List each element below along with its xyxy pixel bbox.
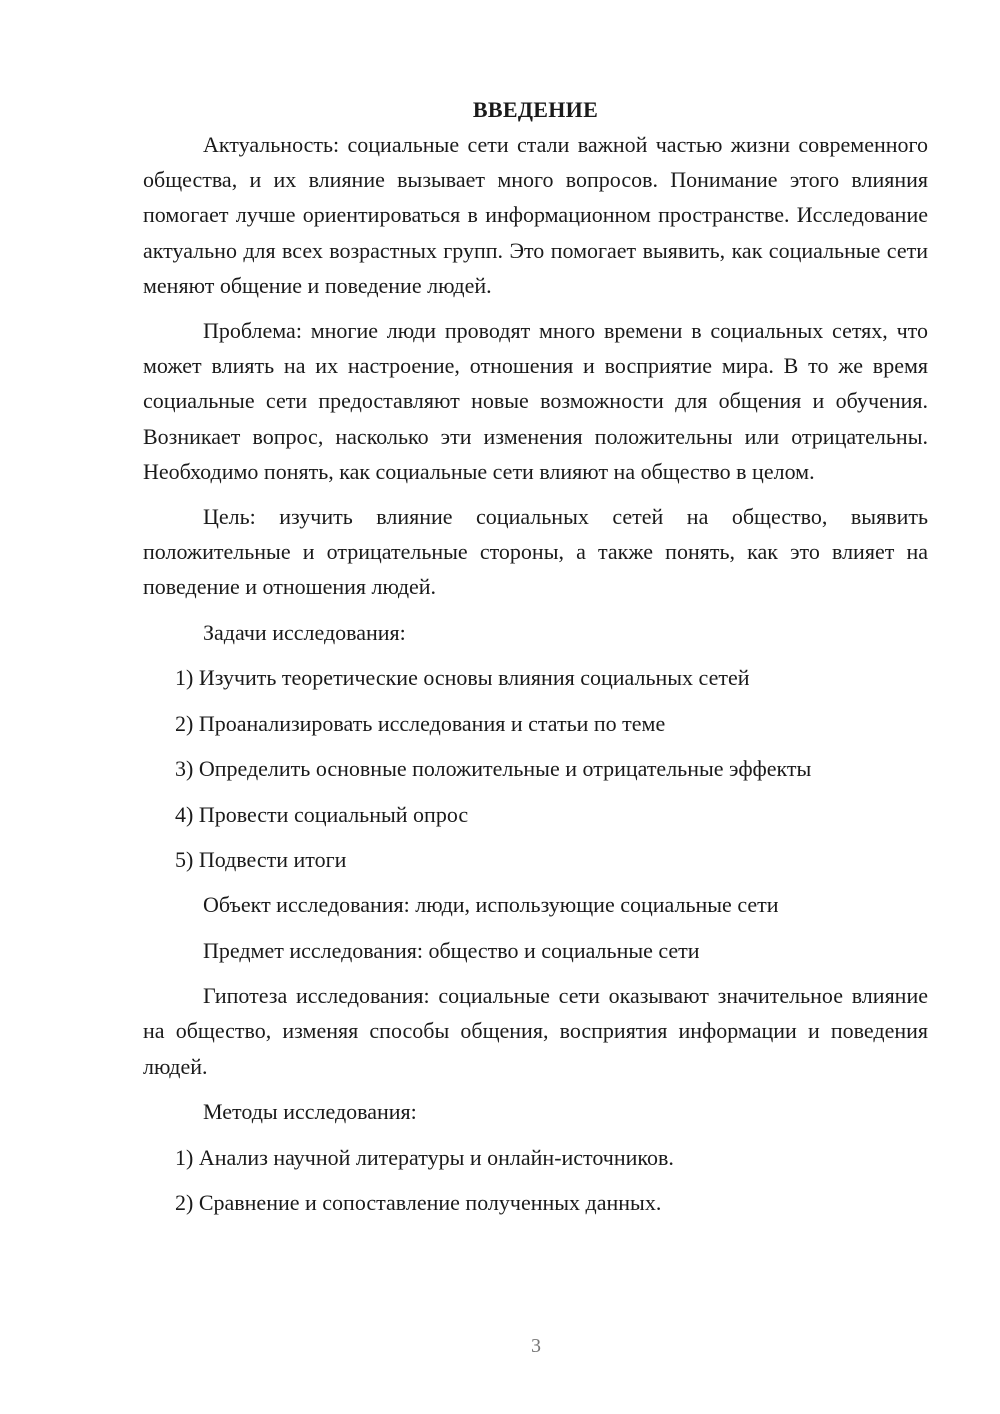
methods-heading: Методы исследования: xyxy=(203,1099,417,1125)
relevance-paragraph: Актуальность: социальные сети стали важной частью жизни современного общества, и их влияние вызывает много вопросов. Понимание этого влияния помогает лучше ориентироваться в информационном пространстве. Исследование актуально для всех возрастных групп. Это помогает выявить, как социальные сети меняют общение и поведение людей. xyxy=(143,132,928,298)
research-object: Объект исследования: люди, использующие социальные сети xyxy=(203,892,779,918)
problem-paragraph: Проблема: многие люди проводят много времени в социальных сетях, что может влиять на их настроение, отношения и восприятие мира. В то же время социальные сети предоставляют новые возможности для общения и обучения. Возникает вопрос, насколько эти изменения положительны или отрицательны. Необходимо понять, как социальные сети влияют на общество в целом. xyxy=(143,318,928,484)
section-title: ВВЕДЕНИЕ xyxy=(472,97,599,122)
method-item: 2) Сравнение и сопоставление полученных данных. xyxy=(175,1189,662,1215)
document-page xyxy=(143,92,928,1220)
page-number: 3 xyxy=(531,1335,541,1357)
task-item: 5) Подвести итоги xyxy=(175,846,347,872)
task-item: 4) Провести социальный опрос xyxy=(175,801,469,827)
goal-paragraph: Цель: изучить влияние социальных сетей на общество, выявить положительные и отрицательные стороны, а также понять, как это влияет на поведение и отношения людей. xyxy=(143,504,928,600)
hypothesis-paragraph: Гипотеза исследования: социальные сети оказывают значительное влияние на общество, изменяя способы общения, восприятия информации и поведения людей. xyxy=(143,983,928,1079)
task-item: 3) Определить основные положительные и отрицательные эффекты xyxy=(175,756,812,782)
research-subject: Предмет исследования: общество и социальные сети xyxy=(203,937,700,963)
tasks-heading: Задачи исследования: xyxy=(203,620,406,646)
task-item: 2) Проанализировать исследования и статьи по теме xyxy=(175,710,666,736)
task-item: 1) Изучить теоретические основы влияния социальных сетей xyxy=(175,665,750,691)
method-item: 1) Анализ научной литературы и онлайн-источников. xyxy=(175,1144,674,1170)
